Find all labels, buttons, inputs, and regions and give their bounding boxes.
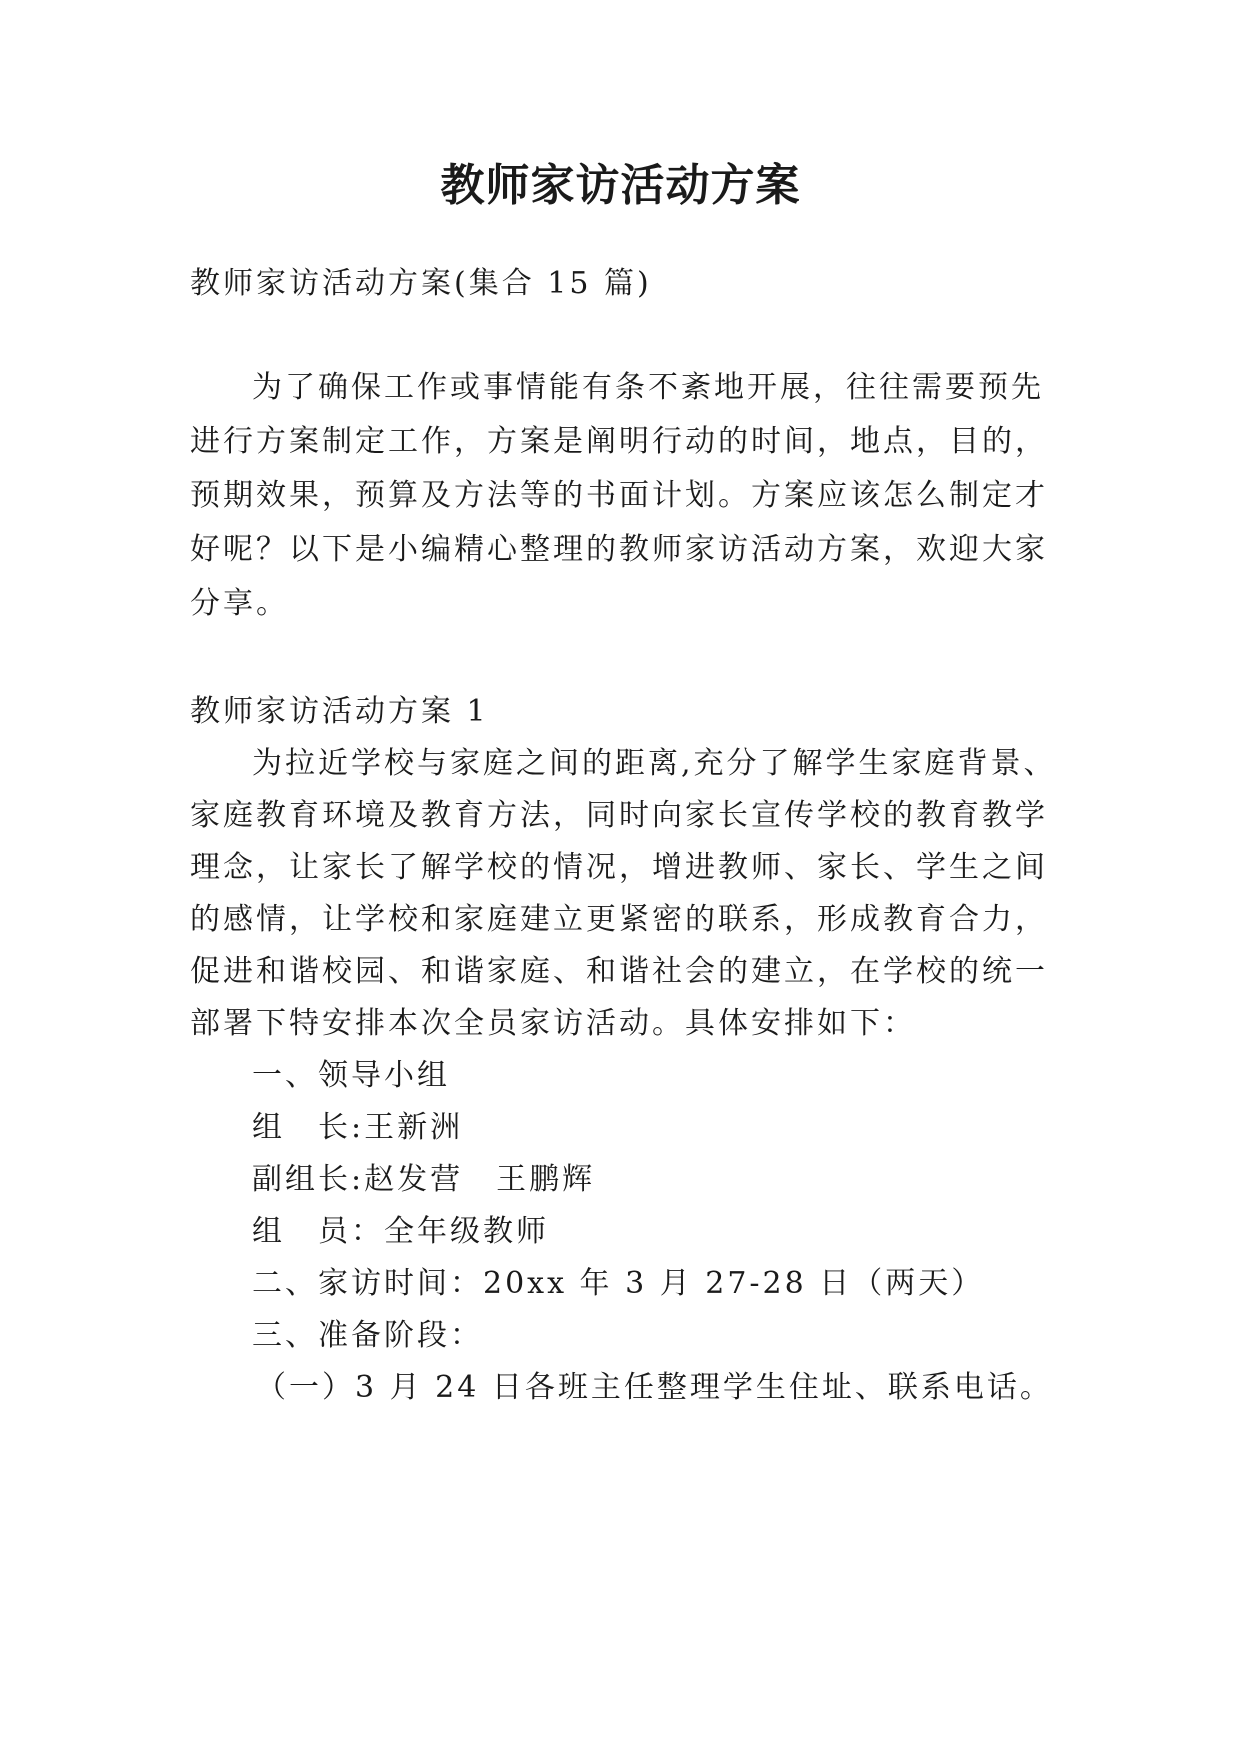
intro-line: 进行方案制定工作，方案是阐明行动的时间，地点，目的， [190, 424, 1048, 459]
body-line: 家庭教育环境及教育方法，同时向家长宣传学校的教育教学 [190, 798, 1048, 833]
body-line: 理念，让家长了解学校的情况，增进教师、家长、学生之间 [190, 850, 1048, 885]
document-subtitle: 教师家访活动方案(集合 15 篇) [190, 266, 652, 301]
intro-line: 为了确保工作或事情能有条不紊地开展，往往需要预先 [252, 370, 1044, 405]
document-title: 教师家访活动方案 [440, 160, 801, 211]
list-item: 一、领导小组 [252, 1058, 450, 1093]
list-item: 二、家访时间：20xx 年 3 月 27-28 日（两天） [252, 1266, 985, 1301]
intro-line: 分享。 [190, 586, 289, 621]
list-item: 副组长:赵发营 王鹏辉 [252, 1162, 596, 1197]
body-line: 的感情，让学校和家庭建立更紧密的联系，形成教育合力， [190, 902, 1048, 937]
body-line: 为拉近学校与家庭之间的距离,充分了解学生家庭背景、 [252, 746, 1057, 781]
list-item: 组 长:王新洲 [252, 1110, 464, 1145]
section-heading: 教师家访活动方案 1 [190, 694, 489, 729]
list-item: 组 员：全年级教师 [252, 1214, 549, 1249]
body-line: 部署下特安排本次全员家访活动。具体安排如下： [190, 1006, 916, 1041]
intro-line: 好呢？以下是小编精心整理的教师家访活动方案，欢迎大家 [190, 532, 1048, 567]
list-item: 三、准备阶段： [252, 1318, 483, 1353]
intro-line: 预期效果，预算及方法等的书面计划。方案应该怎么制定才 [190, 478, 1048, 513]
list-item: （一）3 月 24 日各班主任整理学生住址、联系电话。 [256, 1370, 1053, 1405]
body-line: 促进和谐校园、和谐家庭、和谐社会的建立，在学校的统一 [190, 954, 1048, 989]
